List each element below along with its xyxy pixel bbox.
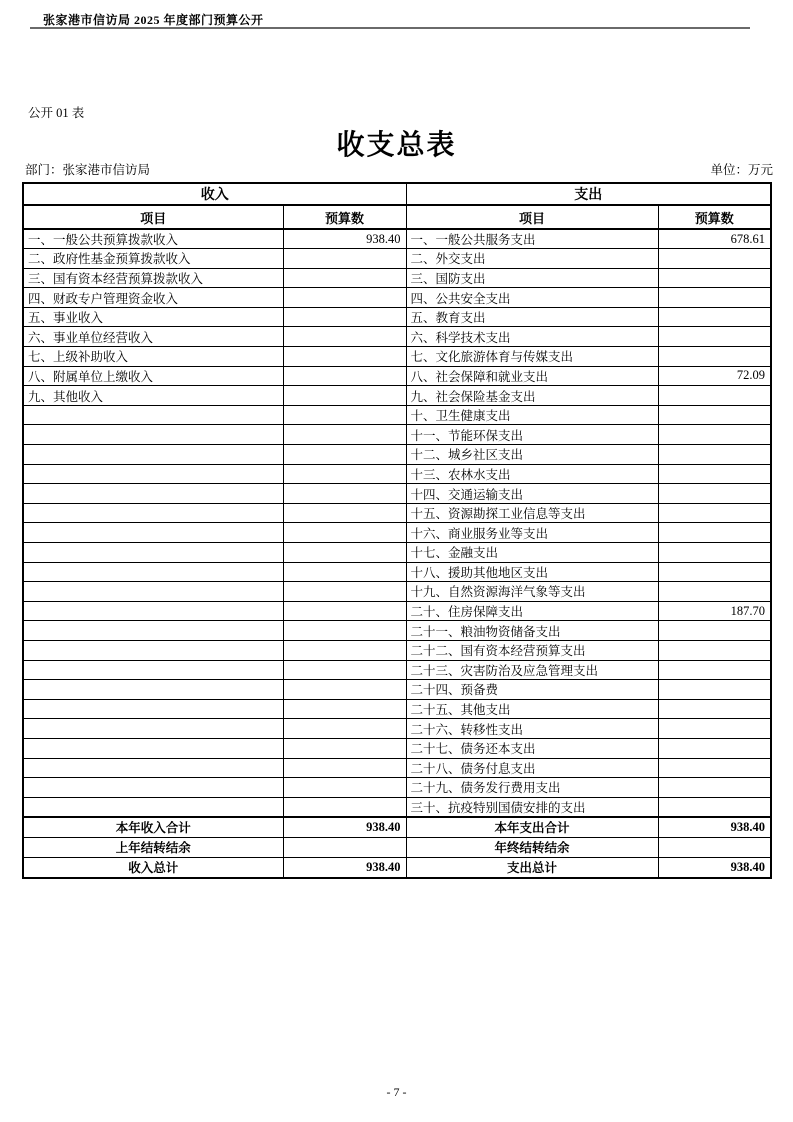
summary-row: [23, 817, 771, 837]
table-row: [23, 268, 771, 288]
income-item-cell: [23, 405, 283, 425]
expense-item-cell: 二十三、灾害防治及应急管理支出: [406, 660, 658, 680]
income-amount-cell: [283, 562, 406, 582]
table-row: [23, 680, 771, 700]
income-item-cell: [23, 719, 283, 739]
expense-amount-cell: [658, 464, 771, 484]
income-item-cell: [23, 503, 283, 523]
expense-amount-cell: [658, 582, 771, 602]
expense-amount-cell: [658, 405, 771, 425]
income-amount-cell: [283, 778, 406, 798]
expense-item-cell: 十三、农林水支出: [406, 464, 658, 484]
income-amount-cell: [283, 601, 406, 621]
expense-item-cell: 二十四、预备费: [406, 680, 658, 700]
expense-amount-cell: 72.09: [658, 366, 771, 386]
income-amount-cell: [283, 445, 406, 465]
table-row: [23, 347, 771, 367]
page-title: 收支总表: [336, 130, 457, 161]
table-row: [23, 249, 771, 269]
income-item-cell: [23, 562, 283, 582]
table-row: [23, 464, 771, 484]
expense-section-header: 支出: [406, 183, 771, 205]
income-summary-amount: 938.40: [283, 857, 406, 877]
expense-amount-cell: [658, 386, 771, 406]
expense-item-cell: 十九、自然资源海洋气象等支出: [406, 582, 658, 602]
expense-summary-label: 年终结转结余: [406, 837, 658, 857]
table-row: [23, 405, 771, 425]
income-summary-amount: 938.40: [283, 817, 406, 837]
income-item-cell: [23, 523, 283, 543]
expense-item-cell: 二十二、国有资本经营预算支出: [406, 640, 658, 660]
expense-amount-cell: [658, 719, 771, 739]
page-number: - 7 -: [386, 1085, 407, 1099]
expense-item-cell: 四、公共安全支出: [406, 288, 658, 308]
table-row: [23, 503, 771, 523]
expense-summary-amount: 938.40: [658, 857, 771, 877]
income-amount-cell: [283, 699, 406, 719]
expense-item-cell: 八、社会保障和就业支出: [406, 366, 658, 386]
income-item-cell: [23, 543, 283, 563]
income-item-cell: [23, 797, 283, 817]
expense-item-cell: 十八、援助其他地区支出: [406, 562, 658, 582]
expense-amount-cell: [658, 249, 771, 269]
expense-summary-amount: [658, 837, 771, 857]
expense-item-cell: 三、国防支出: [406, 268, 658, 288]
summary-row: [23, 857, 771, 877]
summary-row: [23, 837, 771, 857]
income-item-cell: 四、财政专户管理资金收入: [23, 288, 283, 308]
table-row: [23, 543, 771, 563]
expense-amount-cell: [658, 562, 771, 582]
expense-item-cell: 二十八、债务付息支出: [406, 758, 658, 778]
expense-item-cell: 二十一、粮油物资储备支出: [406, 621, 658, 641]
expense-item-cell: 三十、抗疫特别国债安排的支出: [406, 797, 658, 817]
income-amount-cell: [283, 268, 406, 288]
budget-summary-table: [22, 182, 772, 879]
income-amount-cell: [283, 327, 406, 347]
table-row: [23, 484, 771, 504]
expense-item-cell: 十四、交通运输支出: [406, 484, 658, 504]
expense-item-cell: 十五、资源勘探工业信息等支出: [406, 503, 658, 523]
expense-amount-cell: [658, 738, 771, 758]
income-item-cell: [23, 680, 283, 700]
table-row: [23, 699, 771, 719]
income-amount-cell: [283, 386, 406, 406]
expense-item-cell: 二十、住房保障支出: [406, 601, 658, 621]
income-amount-cell: [283, 680, 406, 700]
income-amount-cell: [283, 425, 406, 445]
income-amount-cell: [283, 543, 406, 563]
income-amount-cell: [283, 366, 406, 386]
income-item-cell: 六、事业单位经营收入: [23, 327, 283, 347]
income-amount-cell: [283, 640, 406, 660]
table-head: [23, 183, 771, 229]
income-summary-label: 上年结转结余: [23, 837, 283, 857]
income-amount-cell: [283, 660, 406, 680]
income-item-cell: 七、上级补助收入: [23, 347, 283, 367]
expense-item-cell: 二、外交支出: [406, 249, 658, 269]
expense-amount-cell: [658, 347, 771, 367]
section-header-row: [23, 183, 771, 205]
income-item-cell: 九、其他收入: [23, 386, 283, 406]
expense-amount-cell: [658, 797, 771, 817]
expense-amount-cell: [658, 680, 771, 700]
document-header-text: 张家港市信访局 2025 年度部门预算公开: [43, 13, 264, 27]
expense-amount-cell: [658, 699, 771, 719]
table-row: [23, 386, 771, 406]
income-item-cell: [23, 464, 283, 484]
expense-amount-cell: [658, 621, 771, 641]
unit-label: 单位：万元: [710, 163, 773, 177]
expense-amount-cell: [658, 307, 771, 327]
income-amount-cell: [283, 405, 406, 425]
expense-item-cell: 二十五、其他支出: [406, 699, 658, 719]
income-amount-cell: [283, 523, 406, 543]
expense-budget-col-header: 预算数: [658, 205, 771, 229]
table-row: [23, 307, 771, 327]
expense-item-cell: 二十九、债务发行费用支出: [406, 778, 658, 798]
expense-item-cell: 七、文化旅游体育与传媒支出: [406, 347, 658, 367]
income-item-cell: [23, 445, 283, 465]
income-amount-cell: [283, 347, 406, 367]
table-row: [23, 660, 771, 680]
income-summary-label: 收入总计: [23, 857, 283, 877]
expense-amount-cell: [658, 758, 771, 778]
expense-item-cell: 六、科学技术支出: [406, 327, 658, 347]
income-item-col-header: 项目: [23, 205, 283, 229]
income-amount-cell: 938.40: [283, 229, 406, 249]
income-item-cell: [23, 582, 283, 602]
department-label: 部门：张家港市信访局: [25, 163, 151, 177]
income-section-header: 收入: [23, 183, 406, 205]
table-row: [23, 366, 771, 386]
expense-amount-cell: [658, 543, 771, 563]
expense-amount-cell: [658, 640, 771, 660]
expense-item-cell: 十一、节能环保支出: [406, 425, 658, 445]
expense-amount-cell: 678.61: [658, 229, 771, 249]
income-item-cell: 八、附属单位上缴收入: [23, 366, 283, 386]
table-row: [23, 778, 771, 798]
income-item-cell: [23, 738, 283, 758]
income-item-cell: [23, 484, 283, 504]
table-row: [23, 523, 771, 543]
income-amount-cell: [283, 797, 406, 817]
expense-item-cell: 十七、金融支出: [406, 543, 658, 563]
table-row: [23, 738, 771, 758]
income-amount-cell: [283, 719, 406, 739]
expense-amount-cell: [658, 778, 771, 798]
table-row: [23, 562, 771, 582]
expense-item-cell: 二十六、转移性支出: [406, 719, 658, 739]
income-summary-amount: [283, 837, 406, 857]
expense-amount-cell: [658, 327, 771, 347]
expense-amount-cell: [658, 523, 771, 543]
income-item-cell: [23, 640, 283, 660]
income-amount-cell: [283, 582, 406, 602]
table-row: [23, 288, 771, 308]
table-row: [23, 758, 771, 778]
table-row: [23, 621, 771, 641]
income-amount-cell: [283, 464, 406, 484]
income-item-cell: 一、一般公共预算拨款收入: [23, 229, 283, 249]
income-item-cell: [23, 660, 283, 680]
table-meta-row: [25, 160, 773, 178]
table-row: [23, 425, 771, 445]
expense-summary-label: 本年支出合计: [406, 817, 658, 837]
table-row: [23, 719, 771, 739]
table-row: [23, 640, 771, 660]
income-item-cell: [23, 699, 283, 719]
income-item-cell: [23, 621, 283, 641]
expense-item-cell: 十、卫生健康支出: [406, 405, 658, 425]
expense-item-cell: 九、社会保险基金支出: [406, 386, 658, 406]
expense-summary-amount: 938.40: [658, 817, 771, 837]
expense-amount-cell: 187.70: [658, 601, 771, 621]
expense-amount-cell: [658, 660, 771, 680]
expense-amount-cell: [658, 288, 771, 308]
expense-amount-cell: [658, 503, 771, 523]
column-header-row: [23, 205, 771, 229]
income-amount-cell: [283, 621, 406, 641]
income-summary-label: 本年收入合计: [23, 817, 283, 837]
table-row: [23, 327, 771, 347]
table-row: [23, 601, 771, 621]
expense-item-cell: 十二、城乡社区支出: [406, 445, 658, 465]
table-row: [23, 229, 771, 249]
income-budget-col-header: 预算数: [283, 205, 406, 229]
income-amount-cell: [283, 307, 406, 327]
table-body: [23, 229, 771, 817]
income-item-cell: 三、国有资本经营预算拨款收入: [23, 268, 283, 288]
table-summary: [23, 817, 771, 878]
income-amount-cell: [283, 738, 406, 758]
table-row: [23, 582, 771, 602]
income-item-cell: 五、事业收入: [23, 307, 283, 327]
income-item-cell: [23, 601, 283, 621]
expense-summary-label: 支出总计: [406, 857, 658, 877]
income-amount-cell: [283, 758, 406, 778]
header-divider: [30, 27, 750, 29]
income-amount-cell: [283, 249, 406, 269]
expense-item-cell: 一、一般公共服务支出: [406, 229, 658, 249]
expense-amount-cell: [658, 445, 771, 465]
income-item-cell: 二、政府性基金预算拨款收入: [23, 249, 283, 269]
expense-item-col-header: 项目: [406, 205, 658, 229]
table-row: [23, 797, 771, 817]
table-row: [23, 445, 771, 465]
expense-item-cell: 十六、商业服务业等支出: [406, 523, 658, 543]
expense-amount-cell: [658, 268, 771, 288]
income-item-cell: [23, 425, 283, 445]
income-amount-cell: [283, 484, 406, 504]
table-number-label: 公开 01 表: [28, 106, 85, 120]
expense-item-cell: 五、教育支出: [406, 307, 658, 327]
income-item-cell: [23, 778, 283, 798]
income-amount-cell: [283, 503, 406, 523]
expense-amount-cell: [658, 484, 771, 504]
expense-amount-cell: [658, 425, 771, 445]
income-item-cell: [23, 758, 283, 778]
expense-item-cell: 二十七、债务还本支出: [406, 738, 658, 758]
income-amount-cell: [283, 288, 406, 308]
